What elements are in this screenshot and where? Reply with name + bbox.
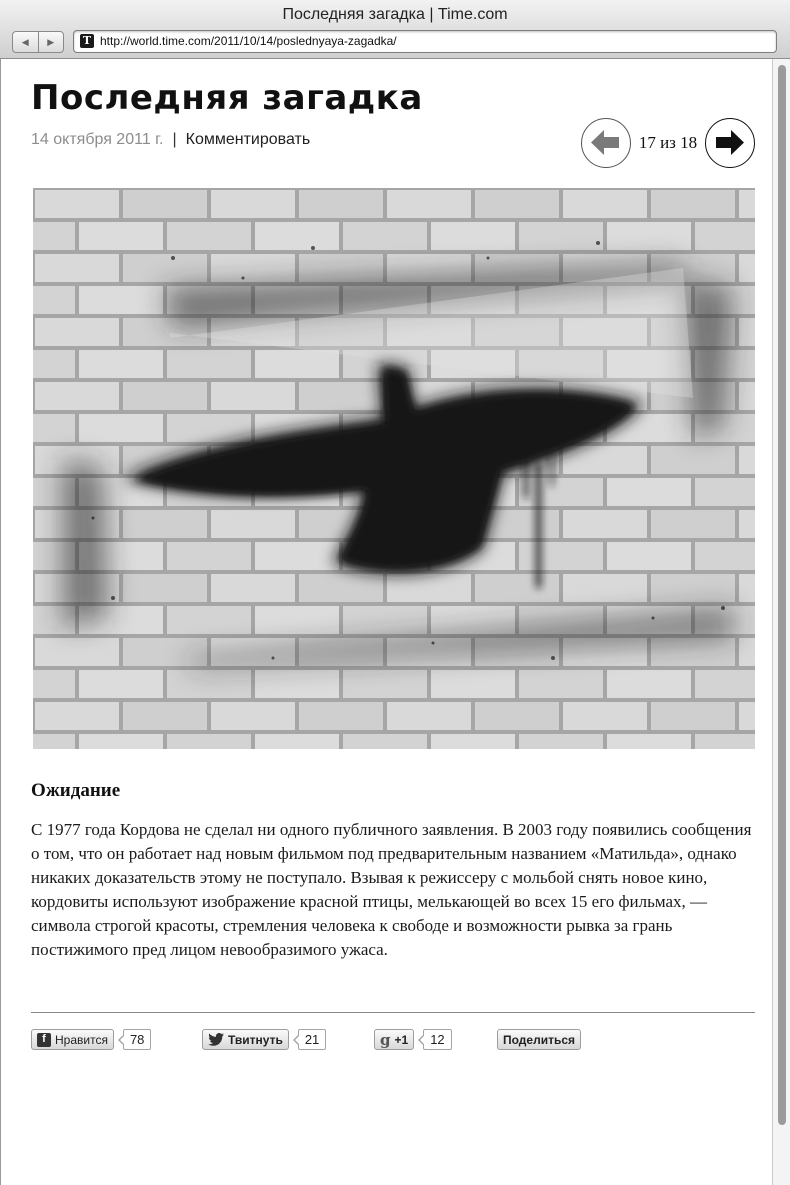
back-button[interactable]: ◀ xyxy=(13,32,39,52)
gallery-pager xyxy=(581,118,755,168)
scrollbar-thumb[interactable] xyxy=(778,65,786,1125)
slide-counter: 17 из 18 xyxy=(638,133,698,152)
article-date: 14 октября 2011 г. xyxy=(31,131,164,148)
google-plus-count: 12 xyxy=(423,1029,451,1050)
comment-link[interactable]: Комментировать xyxy=(185,131,311,148)
meta-separator: | xyxy=(172,131,177,148)
facebook-like-widget xyxy=(31,1028,151,1051)
facebook-like-label: Нравится xyxy=(55,1032,108,1047)
divider xyxy=(31,1012,755,1013)
next-slide-button[interactable] xyxy=(705,118,755,168)
time-favicon-icon: T xyxy=(80,34,94,48)
caption-title: Ожидание xyxy=(31,780,121,801)
google-plus-label: +1 xyxy=(394,1032,409,1047)
arrow-right-icon xyxy=(706,119,753,166)
gallery-photo xyxy=(33,188,755,749)
bird-stencil-image xyxy=(33,188,755,749)
facebook-like-button[interactable] xyxy=(31,1029,114,1050)
twitter-bird-icon xyxy=(208,1033,224,1046)
tweet-label: Твитнуть xyxy=(228,1032,283,1047)
google-plus-icon: g xyxy=(380,1030,391,1049)
tweet-count: 21 xyxy=(298,1029,326,1050)
back-forward-buttons xyxy=(12,31,64,53)
window-title: Последняя загадка | Time.com xyxy=(282,6,508,23)
facebook-like-count: 78 xyxy=(123,1029,151,1050)
tweet-button[interactable] xyxy=(202,1029,289,1050)
prev-slide-button[interactable] xyxy=(581,118,631,168)
title-bar xyxy=(0,0,790,59)
address-bar[interactable] xyxy=(73,30,777,53)
share-button[interactable]: Поделиться xyxy=(497,1029,581,1050)
vertical-scrollbar[interactable] xyxy=(772,59,790,1185)
twitter-widget xyxy=(202,1028,326,1051)
page-title: Последняя загадка xyxy=(31,78,423,118)
share-widget xyxy=(497,1028,581,1051)
gplus-widget xyxy=(374,1028,452,1051)
article-meta xyxy=(31,131,310,149)
arrow-left-icon xyxy=(582,119,629,166)
facebook-icon: f xyxy=(37,1033,51,1047)
forward-button[interactable]: ▶ xyxy=(47,36,55,47)
google-plus-button[interactable] xyxy=(374,1029,414,1050)
url-text[interactable]: http://world.time.com/2011/10/14/poslednyaya-zagadka/ xyxy=(100,34,397,48)
caption-body: С 1977 года Кордова не сделал ни одного публичного заявления. В 2003 году появились сообщения о том, что он работает над новым фильмом под предварительным названием «Матильда», однако никаких доказательств этому не поступало. Взывая к режиссеру с мольбой снять новое кино, кордовиты используют изображение красной птицы, мелькающей во всех 15 его фильмах, — символа строгой красоты, стремления человека к свободе и возможности рывка за грань постижимого пред лицом невообразимого ужаса. xyxy=(31,820,752,959)
